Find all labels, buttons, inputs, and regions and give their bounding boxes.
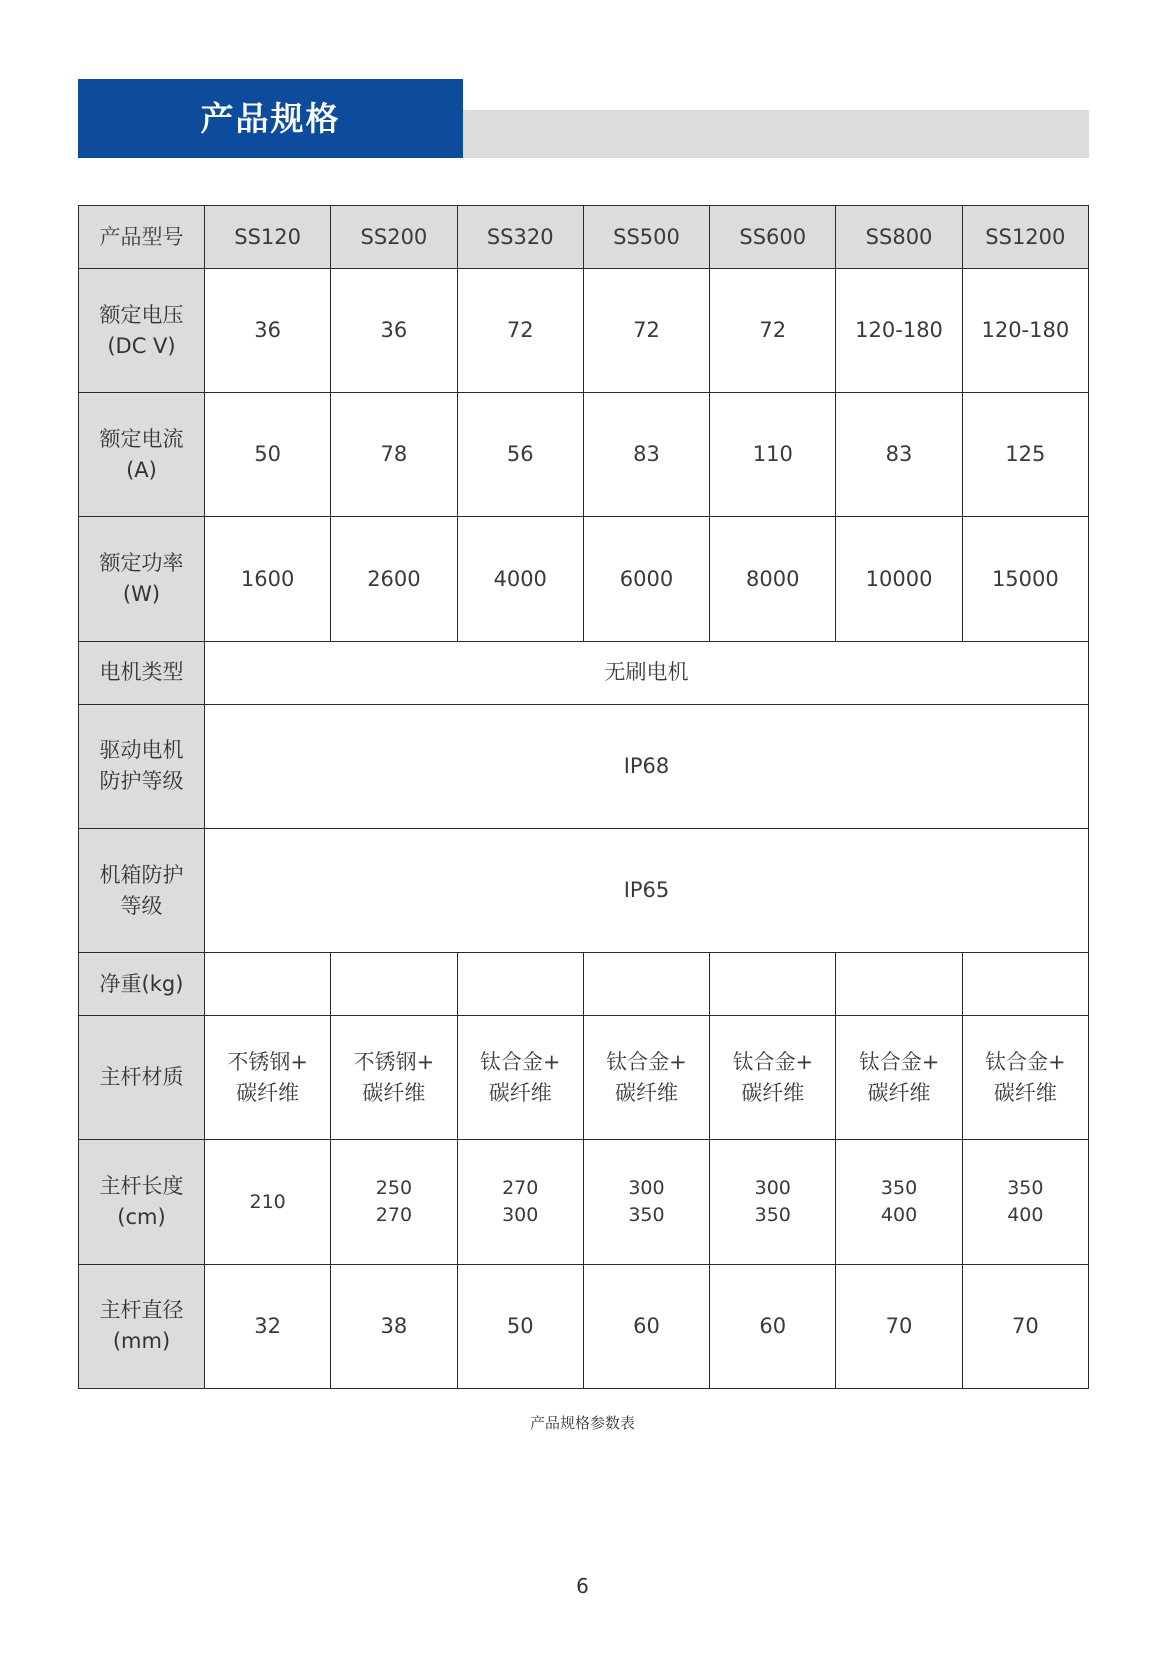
cell-line: (DC V) <box>107 333 176 358</box>
value-cell <box>457 1016 583 1140</box>
row-label-cell <box>79 1140 205 1264</box>
value-cell: 8000 <box>710 517 836 641</box>
cell-line: 300 <box>754 1177 791 1200</box>
model-header-cell: SS200 <box>331 206 457 269</box>
spec-table-body <box>79 206 1089 1389</box>
value-cell: 4000 <box>457 517 583 641</box>
row-label-cell <box>79 393 205 517</box>
cell-line: 额定功率 <box>99 551 184 576</box>
cell-line: 270 <box>502 1177 539 1200</box>
value-cell: 50 <box>205 393 331 517</box>
cell-line: 碳纤维 <box>236 1080 300 1105</box>
value-cell <box>962 1140 1088 1264</box>
cell-line: 钛合金+ <box>985 1049 1066 1074</box>
cell-line: 250 <box>375 1177 413 1200</box>
spec-table <box>78 205 1089 1389</box>
row-label-cell <box>79 269 205 393</box>
value-cell <box>331 1016 457 1140</box>
table-row <box>79 641 1089 704</box>
value-cell <box>205 953 331 1016</box>
value-cell: 72 <box>583 269 709 393</box>
value-cell: 70 <box>962 1264 1088 1388</box>
value-cell: 60 <box>583 1264 709 1388</box>
model-header-cell: SS1200 <box>962 206 1088 269</box>
row-label-cell <box>79 1264 205 1388</box>
value-cell <box>710 953 836 1016</box>
merged-value-cell: IP65 <box>205 828 1089 952</box>
header-label-cell: 产品型号 <box>79 206 205 269</box>
value-cell <box>583 1016 709 1140</box>
cell-line: 钛合金+ <box>606 1049 687 1074</box>
cell-line: 钛合金+ <box>858 1049 940 1074</box>
section-title-banner <box>78 79 463 158</box>
value-cell: 70 <box>836 1264 962 1388</box>
cell-line: 额定电流 <box>99 426 184 451</box>
title-decor-bar <box>463 110 1089 158</box>
table-header-row <box>79 206 1089 269</box>
table-row <box>79 1264 1089 1388</box>
value-cell <box>836 1016 962 1140</box>
cell-line: 350 <box>628 1204 665 1227</box>
value-cell <box>205 1016 331 1140</box>
table-row <box>79 1016 1089 1140</box>
row-label-cell <box>79 953 205 1016</box>
table-row <box>79 393 1089 517</box>
model-header-cell: SS800 <box>836 206 962 269</box>
cell-line: 驱动电机 <box>99 738 184 763</box>
table-caption: 产品规格参数表 <box>529 1414 635 1432</box>
value-cell <box>710 1140 836 1264</box>
cell-line: 400 <box>1007 1204 1044 1227</box>
table-row <box>79 269 1089 393</box>
value-cell <box>836 1140 962 1264</box>
cell-line: 主杆长度 <box>99 1174 184 1199</box>
value-cell <box>836 953 962 1016</box>
value-cell: 1600 <box>205 517 331 641</box>
value-cell: 36 <box>205 269 331 393</box>
value-cell: 6000 <box>583 517 709 641</box>
value-cell <box>331 1140 457 1264</box>
table-row <box>79 953 1089 1016</box>
model-header-cell: SS120 <box>205 206 331 269</box>
cell-line: 不锈钢+ <box>227 1049 308 1074</box>
row-label-cell <box>79 1016 205 1140</box>
section-title: 产品规格 <box>200 99 341 138</box>
cell-line: 净重(kg) <box>99 971 184 996</box>
value-cell: 72 <box>710 269 836 393</box>
table-row <box>79 517 1089 641</box>
value-cell <box>583 1140 709 1264</box>
cell-line: 碳纤维 <box>741 1080 805 1105</box>
value-cell <box>962 1016 1088 1140</box>
merged-value-cell: 无刷电机 <box>205 641 1089 704</box>
value-cell: 50 <box>457 1264 583 1388</box>
table-row <box>79 704 1089 828</box>
model-header-cell: SS600 <box>710 206 836 269</box>
cell-line: (cm) <box>117 1205 166 1230</box>
value-cell: 32 <box>205 1264 331 1388</box>
cell-line: 270 <box>375 1204 413 1227</box>
value-cell: 72 <box>457 269 583 393</box>
row-label-cell <box>79 704 205 828</box>
cell-line: 钛合金+ <box>732 1049 814 1074</box>
cell-line: 350 <box>1007 1177 1044 1200</box>
value-cell <box>331 953 457 1016</box>
row-label-cell <box>79 641 205 704</box>
cell-line: 400 <box>880 1204 918 1227</box>
value-cell <box>710 1016 836 1140</box>
value-cell: 120-180 <box>962 269 1088 393</box>
value-cell <box>583 953 709 1016</box>
cell-line: 钛合金+ <box>479 1049 561 1074</box>
cell-line: 碳纤维 <box>993 1080 1057 1105</box>
cell-line: 350 <box>754 1204 791 1227</box>
cell-line: (mm) <box>112 1329 171 1354</box>
row-label-cell <box>79 828 205 952</box>
value-cell: 60 <box>710 1264 836 1388</box>
cell-line: 主杆材质 <box>99 1065 184 1090</box>
cell-line: 不锈钢+ <box>353 1049 435 1074</box>
value-cell: 120-180 <box>836 269 962 393</box>
cell-line: 等级 <box>120 893 163 918</box>
cell-line: 主杆直径 <box>99 1298 184 1323</box>
cell-line: 额定电压 <box>99 302 184 327</box>
cell-line: 防护等级 <box>99 769 184 794</box>
page-number: 6 <box>576 1574 589 1598</box>
value-cell: 56 <box>457 393 583 517</box>
table-row <box>79 1140 1089 1264</box>
value-cell: 2600 <box>331 517 457 641</box>
table-row <box>79 828 1089 952</box>
value-cell: 10000 <box>836 517 962 641</box>
model-header-cell: SS320 <box>457 206 583 269</box>
value-cell: 78 <box>331 393 457 517</box>
cell-line: (W) <box>122 582 161 607</box>
cell-line: 300 <box>628 1177 665 1200</box>
cell-line: 电机类型 <box>99 660 184 685</box>
value-cell <box>962 953 1088 1016</box>
value-cell <box>205 1140 331 1264</box>
value-cell: 38 <box>331 1264 457 1388</box>
value-cell: 15000 <box>962 517 1088 641</box>
model-header-cell: SS500 <box>583 206 709 269</box>
value-cell <box>457 1140 583 1264</box>
cell-line: 碳纤维 <box>488 1080 552 1105</box>
value-cell <box>457 953 583 1016</box>
cell-line: 350 <box>880 1177 918 1200</box>
cell-line: 300 <box>502 1204 539 1227</box>
cell-line: 碳纤维 <box>614 1080 678 1105</box>
cell-line: 碳纤维 <box>362 1080 426 1105</box>
value-cell: 83 <box>836 393 962 517</box>
merged-value-cell: IP68 <box>205 704 1089 828</box>
cell-line: (A) <box>126 457 157 482</box>
cell-line: 碳纤维 <box>867 1080 931 1105</box>
value-cell: 36 <box>331 269 457 393</box>
cell-line: 210 <box>249 1190 286 1213</box>
cell-line: 机箱防护 <box>99 862 184 887</box>
value-cell: 125 <box>962 393 1088 517</box>
value-cell: 83 <box>583 393 709 517</box>
row-label-cell <box>79 517 205 641</box>
value-cell: 110 <box>710 393 836 517</box>
